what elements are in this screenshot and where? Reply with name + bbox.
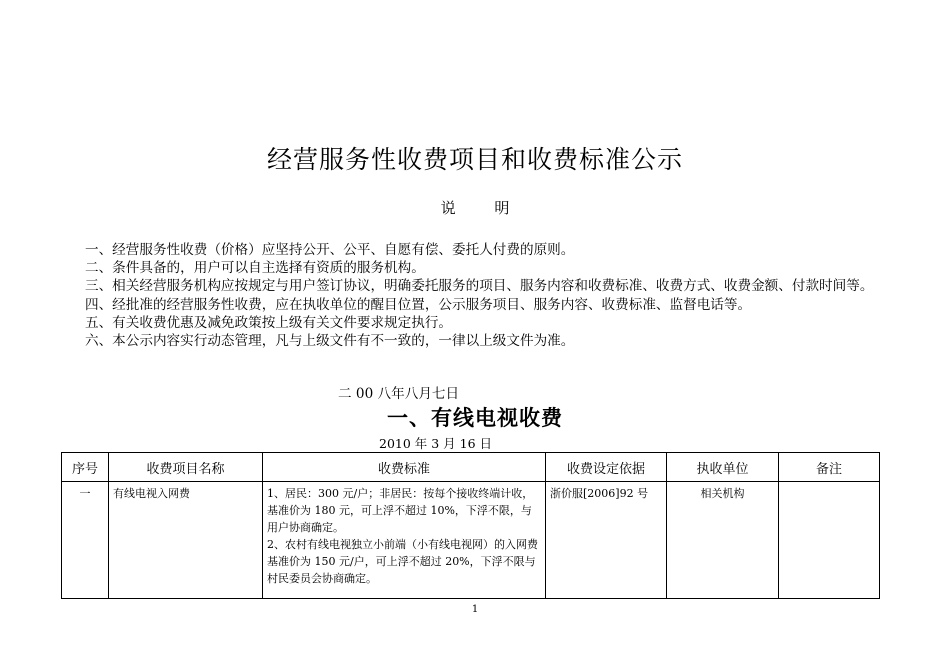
document-date: 二 00 八年八月七日 <box>338 386 460 402</box>
paragraph: 四、经批准的经营服务性收费，应在执收单位的醒目位置，公示服务项目、服务内容、收费标准、监督电话等。 <box>85 296 752 313</box>
cell-remark <box>779 482 880 599</box>
standard-line-2: 2、农村有线电视独立小前端（小有线电视网）的入网费基准价为 150 元/户，可上浮不超过 20%，下浮不限与村民委员会协商确定。 <box>267 538 538 585</box>
standard-line-1: 1、居民：300 元/户；非居民：按每个接收终端计收，基准价为 180 元，可上浮不超过 10%，下浮不限，与用户协商确定。 <box>267 487 534 534</box>
cell-item-name: 有线电视入网费 <box>109 482 263 599</box>
cell-basis: 浙价服[2006]92 号 <box>546 482 667 599</box>
cell-standard <box>263 482 546 599</box>
paragraph: 六、本公示内容实行动态管理，凡与上级文件有不一致的，一律以上级文件为准。 <box>85 333 575 350</box>
paragraph: 三、相关经营服务机构应按规定与用户签订协议，明确委托服务的项目、服务内容和收费标准、收费方式、收费金额、付款时间等。 <box>85 278 874 295</box>
section-title: 一、有线电视收费 <box>387 406 563 430</box>
table-row <box>62 482 880 599</box>
document-title: 经营服务性收费项目和收费标准公示 <box>266 145 683 174</box>
explanation-paragraphs <box>68 241 886 350</box>
paragraph: 五、有关收费优惠及减免政策按上级有关文件要求规定执行。 <box>85 314 453 331</box>
document-subtitle: 说 明 <box>440 199 510 217</box>
header-remark: 备注 <box>779 453 880 482</box>
fee-table <box>61 452 880 599</box>
cell-collector: 相关机构 <box>667 482 779 599</box>
header-standard: 收费标准 <box>263 453 546 482</box>
table-header-row <box>62 453 880 482</box>
header-index: 序号 <box>62 453 109 482</box>
cell-index: 一 <box>62 482 109 599</box>
header-collector: 执收单位 <box>667 453 779 482</box>
paragraph: 一、经营服务性收费（价格）应坚持公开、公平、自愿有偿、委托人付费的原则。 <box>85 242 575 258</box>
section-date: 2010 年 3 月 16 日 <box>379 436 493 451</box>
header-basis: 收费设定依据 <box>546 453 667 482</box>
paragraph: 二、条件具备的，用户可以自主选择有资质的服务机构。 <box>85 260 425 277</box>
header-item-name: 收费项目名称 <box>109 453 263 482</box>
page-number: 1 <box>471 604 479 615</box>
